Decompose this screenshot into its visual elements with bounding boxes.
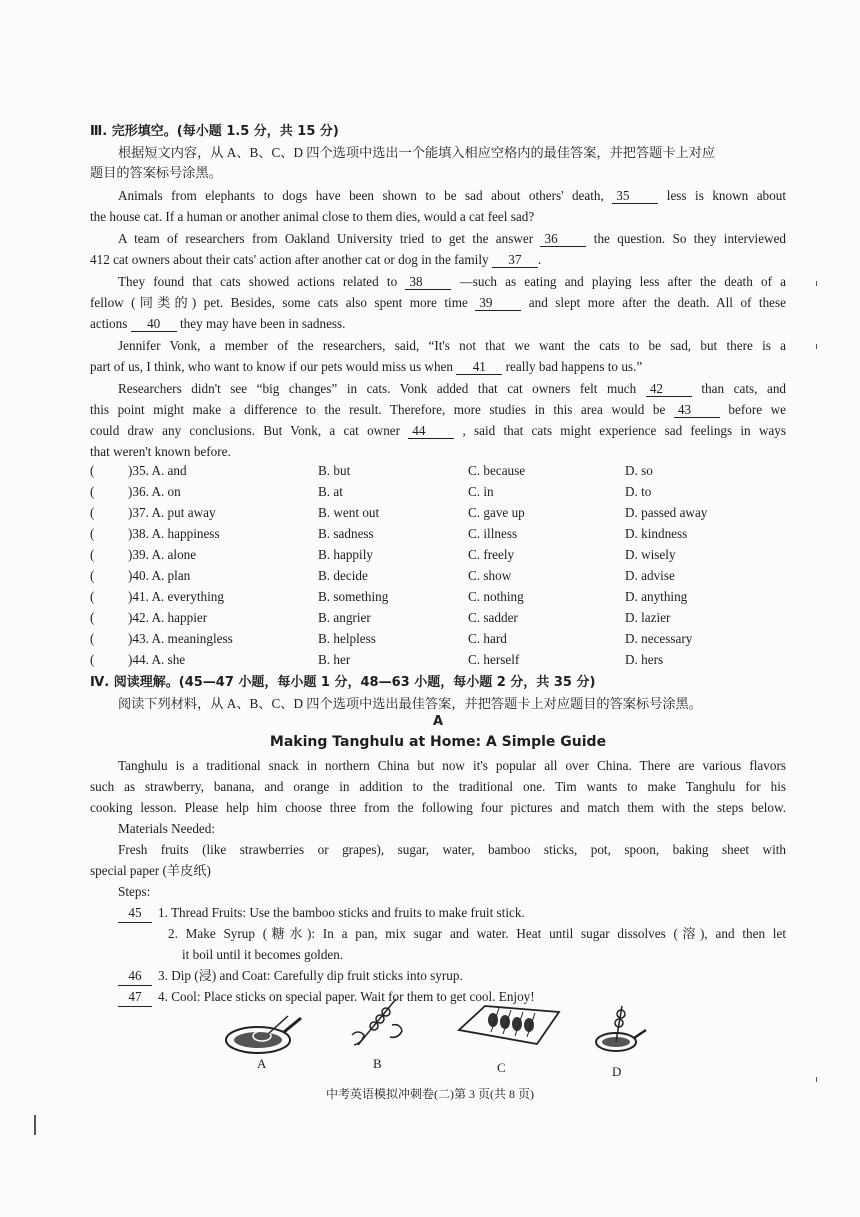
- question-37-options: ( )37. A. put away B. went out C. gave up D. passed away: [90, 505, 708, 520]
- materials-text-cont: special paper (羊皮纸): [90, 863, 211, 878]
- passage-line: part of us, I think, who want to know if our pets would miss us when 41 really bad happens to us.”: [90, 359, 643, 374]
- passage-line: that weren't known before.: [90, 444, 231, 459]
- materials-text: Fresh fruits (like strawberries or grapes), sugar, water, bamboo sticks, pot, spoon, baking sheet with: [118, 842, 786, 857]
- scan-mark: [816, 281, 817, 286]
- scan-mark: [816, 344, 817, 349]
- step-1: 45 1. Thread Fruits: Use the bamboo sticks and fruits to make fruit stick.: [118, 903, 525, 923]
- scan-mark: [34, 1115, 36, 1135]
- question-35-options: ( )35. A. and B. but C. because D. so: [90, 463, 653, 478]
- passage-line: Tanghulu is a traditional snack in northern China but now it's popular all over China. There are various flavors: [118, 758, 786, 773]
- section-3-heading: Ⅲ. 完形填空。(每小题 1.5 分，共 15 分): [90, 124, 339, 139]
- passage-line: such as strawberry, banana, and orange in addition to the traditional one. Tim wants to make Tanghulu for his: [90, 779, 786, 794]
- step-4: 47 4. Cool: Place sticks on special paper. Wait for them to get cool. Enjoy!: [118, 987, 535, 1007]
- blank-39: 39: [475, 295, 521, 311]
- question-39-options: ( )39. A. alone B. happily C. freely D. wisely: [90, 547, 676, 562]
- part-label: A: [432, 714, 444, 729]
- picture-label-c: C: [497, 1060, 506, 1075]
- page-footer: 中考英语模拟冲刺卷(二)第 3 页(共 8 页): [326, 1087, 534, 1101]
- scan-mark: [816, 1077, 817, 1082]
- section-4-instruction: 阅读下列材料，从 A、B、C、D 四个选项中选出最佳答案，并把答题卡上对应题目的答案标号涂黑。: [118, 696, 702, 711]
- question-41-options: ( )41. A. everything B. something C. nothing D. anything: [90, 589, 688, 604]
- passage-line: Animals from elephants to dogs have been shown to be sad about others' death, 35 less is known about: [118, 188, 786, 203]
- threading-fruit-picture: [348, 995, 408, 1050]
- dipping-syrup-picture: [592, 1000, 648, 1056]
- blank-42: 42: [646, 381, 692, 397]
- question-44-options: ( )44. A. she B. her C. herself D. hers: [90, 652, 664, 667]
- blank-37: 37: [492, 252, 538, 268]
- passage-line: 412 cat owners about their cats' action after another cat or dog in the family 37 .: [90, 252, 542, 267]
- blank-40: 40: [131, 316, 177, 332]
- answer-blank-47: 47: [118, 987, 152, 1007]
- picture-label-b: B: [373, 1056, 382, 1071]
- blank-44: 44: [408, 423, 454, 439]
- passage-title: Making Tanghulu at Home: A Simple Guide: [269, 734, 607, 750]
- section-3-instruction: 根据短文内容，从 A、B、C、D 四个选项中选出一个能填入相应空格内的最佳答案，并把答题卡上对应: [118, 145, 716, 160]
- passage-line: could draw any conclusions. But Vonk, a cat owner 44 , said that cats might experience sad feelings in ways: [90, 423, 786, 438]
- passage-line: Researchers didn't see “big changes” in cats. Vonk added that cat owners felt much 42 than cats, and: [118, 381, 787, 396]
- step-2: 2. Make Syrup (糖水): In a pan, mix sugar and water. Heat until sugar dissolves (溶), and then let: [168, 926, 786, 941]
- blank-36: 36: [540, 231, 586, 247]
- passage-line: fellow (同类的) pet. Besides, some cats also spent more time 39 and slept more after the death. All of these: [90, 295, 787, 310]
- passage-line: cooking lesson. Please help him choose three from the following four pictures and match them with the steps below.: [90, 800, 786, 815]
- question-40-options: ( )40. A. plan B. decide C. show D. advise: [90, 568, 675, 583]
- picture-label-d: D: [612, 1064, 622, 1079]
- question-43-options: ( )43. A. meaningless B. helpless C. hard D. necessary: [90, 631, 693, 646]
- pan-whisk-picture: [222, 1012, 302, 1056]
- section-3-instruction-cont: 题目的答案标号涂黑。: [90, 165, 222, 180]
- materials-label: Materials Needed:: [118, 821, 216, 836]
- answer-blank-45: 45: [118, 903, 152, 923]
- step-2-cont: it boil until it becomes golden.: [182, 947, 344, 962]
- blank-43: 43: [674, 402, 720, 418]
- blank-35: 35: [612, 188, 658, 204]
- passage-line: this point might make a difference to the result. Therefore, more studies in this area would be 43 before we: [90, 402, 787, 417]
- passage-line: They found that cats showed actions related to 38 —such as eating and playing less after the death of a: [118, 274, 787, 289]
- passage-line: the house cat. If a human or another animal close to them dies, would a cat feel sad?: [90, 209, 535, 224]
- question-36-options: ( )36. A. on B. at C. in D. to: [90, 484, 652, 499]
- picture-label-a: A: [257, 1056, 267, 1071]
- steps-label: Steps:: [118, 884, 151, 899]
- blank-38: 38: [405, 274, 451, 290]
- cooling-sheet-picture: [455, 1000, 563, 1050]
- section-4-heading: Ⅳ. 阅读理解。(45—47 小题，每小题 1 分，48—63 小题，每小题 2 分，共 35 分): [90, 675, 596, 690]
- blank-41: 41: [456, 359, 502, 375]
- passage-line: A team of researchers from Oakland University tried to get the answer 36 the question. So they interviewed: [118, 231, 787, 246]
- passage-line: actions 40 they may have been in sadness.: [90, 316, 346, 331]
- passage-line: Jennifer Vonk, a member of the researchers, said, “It's not that we want the cats to be sad, but there is a: [118, 338, 786, 353]
- question-38-options: ( )38. A. happiness B. sadness C. illness D. kindness: [90, 526, 688, 541]
- question-42-options: ( )42. A. happier B. angrier C. sadder D. lazier: [90, 610, 671, 625]
- step-3: 46 3. Dip (浸) and Coat: Carefully dip fruit sticks into syrup.: [118, 966, 463, 986]
- answer-blank-46: 46: [118, 966, 152, 986]
